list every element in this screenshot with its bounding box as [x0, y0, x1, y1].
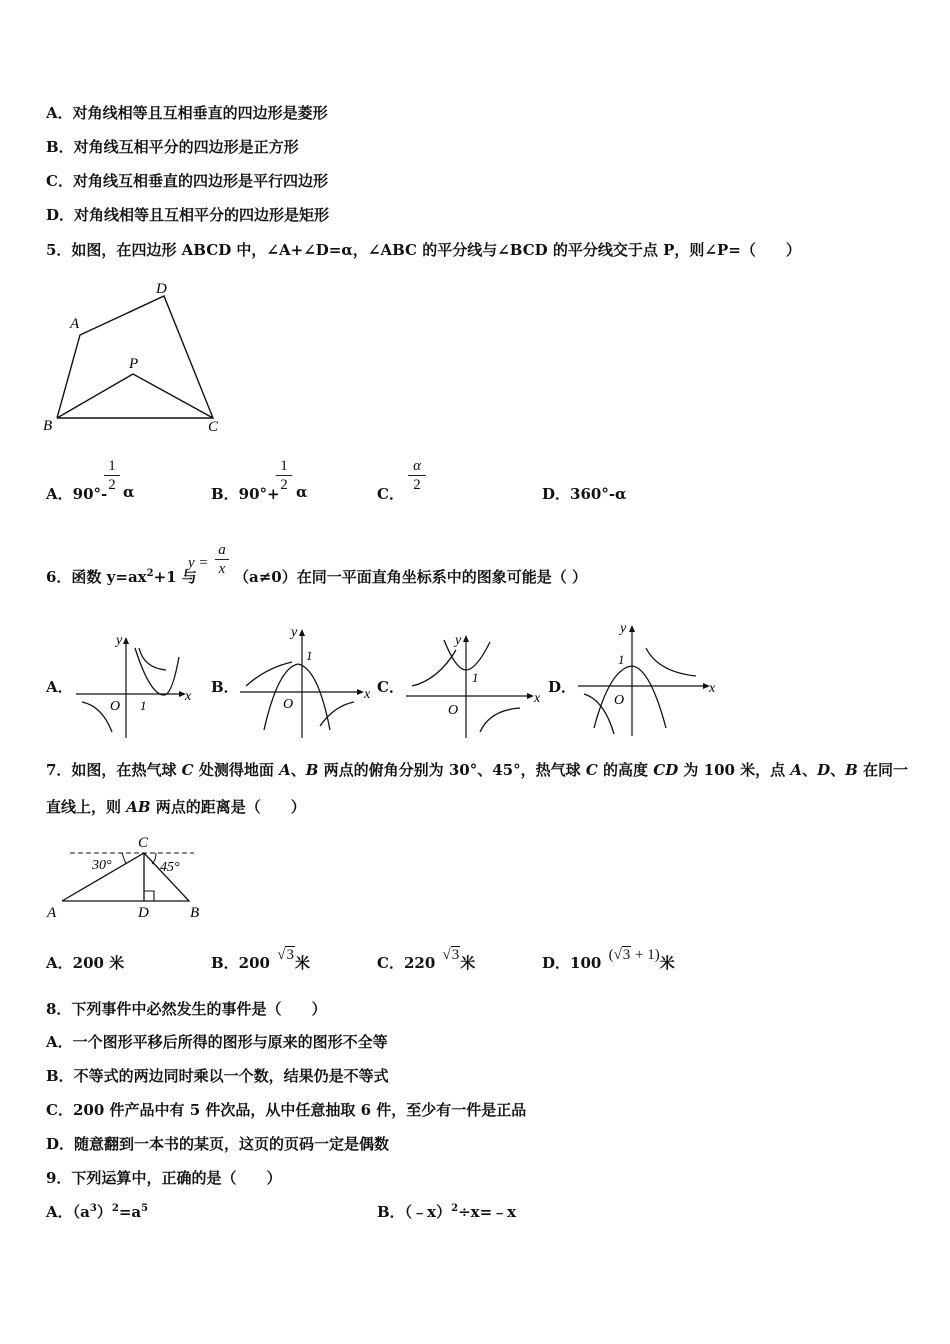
q7-l2-b: AB	[126, 798, 151, 816]
q7-label-a: A	[47, 905, 57, 921]
q6-frac-lhs: y =	[188, 555, 209, 571]
q9-option-b	[377, 1201, 516, 1222]
q5-label-d: D	[156, 281, 167, 297]
q7-l1-m: 、	[802, 761, 818, 779]
q8-option-d: D．随意翻到一本书的某页，这页的页码一定是偶数	[46, 1135, 390, 1153]
q7-l1-e: 、	[290, 761, 306, 779]
q5-option-a-den: 2	[108, 477, 116, 493]
q7-l1-l: A	[790, 761, 803, 779]
q6-graph-d	[576, 618, 726, 740]
q7-l1-q: 在同一	[857, 761, 909, 779]
q5-option-d: D．360°-α	[542, 485, 627, 503]
q6-graph-b	[238, 622, 378, 740]
q7-l1-d: A	[279, 761, 291, 779]
q7-label-b: B	[190, 905, 200, 921]
graph-d-y: y	[620, 621, 627, 636]
q5-option-c-fraction	[408, 457, 426, 494]
q9-b-rest: ÷x=﹣x	[458, 1203, 517, 1221]
q7-option-d	[542, 947, 675, 973]
graph-a-o: O	[110, 699, 121, 714]
q6-stem-prefix: 6．函数 y=ax	[46, 568, 147, 586]
q5-option-b-prefix: B．90°+	[211, 485, 280, 503]
q9-option-a	[46, 1201, 148, 1222]
q7-l2-c: 两点的距离是（ ）	[150, 798, 306, 816]
q7-l1-n: D	[817, 761, 831, 779]
q7-d-suffix: 米	[659, 954, 675, 972]
q9-a-sup2: 2	[111, 1203, 119, 1214]
q5-option-b-suffix: α	[296, 483, 308, 501]
graph-d-one: 1	[618, 652, 625, 667]
graph-c-one: 1	[472, 670, 479, 685]
q8-option-c: C．200 件产品中有 5 件次品，从中任意抽取 6 件，至少有一件是正品	[46, 1101, 527, 1119]
q9-stem: 9．下列运算中，正确的是（ ）	[46, 1169, 282, 1187]
q7-l1-j: CD	[653, 761, 679, 779]
q5-option-c-den: 2	[413, 477, 421, 493]
q5-label-p: P	[129, 356, 139, 372]
q7-option-b	[211, 947, 310, 973]
q5-option-b-num: 1	[280, 458, 288, 474]
graph-c-x: x	[534, 691, 541, 706]
q6-option-c-label: C．	[377, 678, 404, 696]
q6-stem-mid: +1 与	[153, 568, 197, 586]
q7-stem-line1	[46, 759, 908, 780]
q9-a-sup3: 5	[141, 1203, 149, 1214]
q5-option-a-prefix: A．90°-	[46, 485, 108, 503]
q7-angle30: 30°	[92, 858, 112, 873]
q7-c-rad: 3	[451, 947, 460, 963]
graph-b-one: 1	[306, 648, 313, 663]
graph-b-y: y	[291, 625, 298, 640]
q7-l1-o: 、	[830, 761, 846, 779]
q6-graph-a	[74, 630, 199, 740]
q5-option-b-den: 2	[280, 477, 288, 493]
q4-option-a: A．对角线相等且互相垂直的四边形是菱形	[46, 104, 328, 122]
q4-option-d: D．对角线相等且互相平分的四边形是矩形	[46, 206, 330, 224]
graph-a-x: x	[185, 689, 192, 704]
q6-graph-c	[404, 628, 549, 740]
graph-b-x: x	[364, 687, 371, 702]
q7-l1-c: 处测得地面	[193, 761, 280, 779]
q7-l1-a: 7．如图，在热气球	[46, 761, 182, 779]
q7-balloon-figure	[44, 832, 209, 924]
q6-option-d-label: D．	[548, 678, 577, 696]
q5-option-b-fraction	[276, 457, 292, 494]
graph-d-o: O	[614, 693, 625, 708]
q5-option-a-num: 1	[108, 458, 116, 474]
q4-option-c: C．对角线互相垂直的四边形是平行四边形	[46, 172, 328, 190]
q9-a-prefix: A．（a	[46, 1203, 90, 1221]
sqrt-icon: √3	[277, 947, 294, 963]
sqrt-icon: √3	[442, 947, 460, 963]
q7-l1-p: B	[845, 761, 858, 779]
q5-option-c-num: α	[413, 458, 421, 474]
q9-b-sup: 2	[451, 1203, 459, 1214]
q6-stem	[46, 566, 197, 587]
q7-option-a: A．200 米	[46, 954, 125, 972]
q7-label-d: D	[138, 905, 149, 921]
q5-label-c: C	[208, 419, 219, 435]
q7-label-c: C	[138, 835, 149, 851]
q7-l1-h: C	[585, 761, 598, 779]
q6-option-a-label: A．	[46, 678, 73, 696]
sqrt-icon: √	[613, 947, 622, 963]
q7-d-plus: + 1)	[631, 947, 660, 963]
q5-bisectors	[57, 374, 213, 418]
q7-l1-k: 为 100 米，点	[678, 761, 791, 779]
q5-label-b: B	[43, 418, 53, 434]
q5-option-c-prefix: C．	[377, 485, 404, 503]
q7-l1-b: C	[181, 761, 194, 779]
q7-c-prefix: C．220	[377, 954, 436, 972]
q7-b-prefix: B．200	[211, 954, 270, 972]
q9-a-eq: =a	[118, 1203, 142, 1221]
q7-d-prefix: D．100	[542, 954, 602, 972]
graph-a-one: 1	[140, 698, 147, 713]
q6-option-b-label: B．	[211, 678, 239, 696]
q7-d-expression	[609, 947, 660, 963]
q5-option-a-suffix: α	[123, 483, 135, 501]
q7-l1-i: 的高度	[597, 761, 654, 779]
q7-l2-a: 直线上，则	[46, 798, 127, 816]
q7-stem-line2	[46, 796, 306, 817]
q7-c-suffix: 米	[460, 954, 476, 972]
graph-b-o: O	[283, 697, 294, 712]
q8-stem: 8．下列事件中必然发生的事件是（ ）	[46, 1000, 327, 1018]
q5-stem: 5．如图，在四边形 ABCD 中，∠A+∠D=α，∠ABC 的平分线与∠BCD 的平分线交于点 P，则∠P=（ ）	[46, 241, 801, 259]
q6-stem-sup: 2	[146, 568, 154, 579]
q7-angle45: 45°	[160, 860, 180, 875]
q8-option-a: A．一个图形平移后所得的图形与原来的图形不全等	[46, 1033, 388, 1051]
q9-a-mid: ）	[96, 1203, 112, 1221]
q6-stem-suffix: （a≠0）在同一平面直角坐标系中的图象可能是（ ）	[234, 568, 587, 586]
q6-frac-num: a	[218, 542, 226, 558]
q7-d-rad: 3	[622, 947, 631, 963]
q7-l1-f: B	[305, 761, 319, 779]
q5-option-a-fraction	[104, 457, 120, 494]
q8-option-b: B．不等式的两边同时乘以一个数，结果仍是不等式	[46, 1067, 389, 1085]
graph-c-o: O	[448, 703, 459, 718]
graph-c-y: y	[455, 633, 462, 648]
q7-l1-g: 两点的俯角分别为 30°、45°，热气球	[318, 761, 586, 779]
q9-b-prefix: B．（﹣x）	[377, 1203, 452, 1221]
q4-option-b: B．对角线互相平分的四边形是正方形	[46, 138, 299, 156]
q7-b-rad: 3	[286, 947, 294, 963]
q9-a-sup1: 3	[89, 1203, 97, 1214]
graph-a-y: y	[116, 633, 123, 648]
q5-quadrilateral-figure	[40, 280, 240, 440]
q6-fraction	[215, 541, 229, 578]
q7-b-suffix: 米	[294, 954, 310, 972]
graph-d-x: x	[709, 681, 716, 696]
q7-d-open: (	[608, 947, 614, 963]
q7-option-c	[377, 947, 476, 973]
q5-label-a: A	[70, 316, 80, 332]
q6-frac-den: x	[218, 561, 226, 577]
